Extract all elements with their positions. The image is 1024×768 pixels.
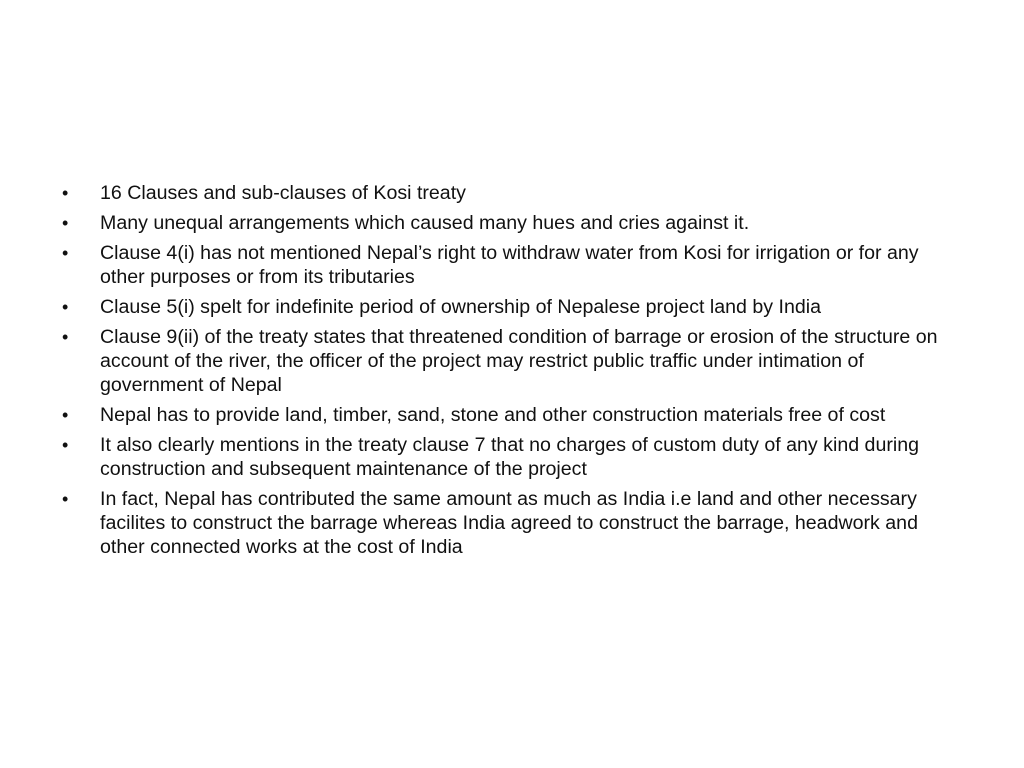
bullet-text: 16 Clauses and sub-clauses of Kosi treaty xyxy=(100,182,466,204)
bullet-text: Clause 4(i) has not mentioned Nepal’s right to withdraw water from Kosi for irrigation or for any other purposes or from its tributaries xyxy=(100,242,919,288)
bullet-list xyxy=(62,181,962,565)
bullet-item-5 xyxy=(62,325,962,397)
bullet-text: Many unequal arrangements which caused many hues and cries against it. xyxy=(100,212,750,234)
bullet-text: Clause 9(ii) of the treaty states that threatened condition of barrage or erosion of the structure on account of the river, the officer of the project may restrict public traffic under intimation of government of Nepal xyxy=(100,326,938,396)
bullet-marker: • xyxy=(62,183,69,203)
bullet-marker: • xyxy=(62,327,69,347)
bullet-item-7 xyxy=(62,433,962,481)
bullet-text: Nepal has to provide land, timber, sand, stone and other construction materials free of cost xyxy=(100,404,886,426)
bullet-item-1 xyxy=(62,181,962,205)
bullet-marker: • xyxy=(62,489,69,509)
bullet-marker: • xyxy=(62,297,69,317)
bullet-marker: • xyxy=(62,435,69,455)
bullet-text: It also clearly mentions in the treaty clause 7 that no charges of custom duty of any kind during construction and subsequent maintenance of the project xyxy=(100,434,920,480)
bullet-text: Clause 5(i) spelt for indefinite period of ownership of Nepalese project land by India xyxy=(100,296,822,318)
bullet-marker: • xyxy=(62,243,69,263)
bullet-marker: • xyxy=(62,405,69,425)
bullet-marker: • xyxy=(62,213,69,233)
bullet-item-6 xyxy=(62,403,962,427)
bullet-item-2 xyxy=(62,211,962,235)
bullet-item-8 xyxy=(62,487,962,559)
bullet-text: In fact, Nepal has contributed the same amount as much as India i.e land and other necessary facilites to construct the barrage whereas India agreed to construct the barrage, headwork and other connected works at the cost of India xyxy=(100,488,918,558)
bullet-item-3 xyxy=(62,241,962,289)
bullet-item-4 xyxy=(62,295,962,319)
